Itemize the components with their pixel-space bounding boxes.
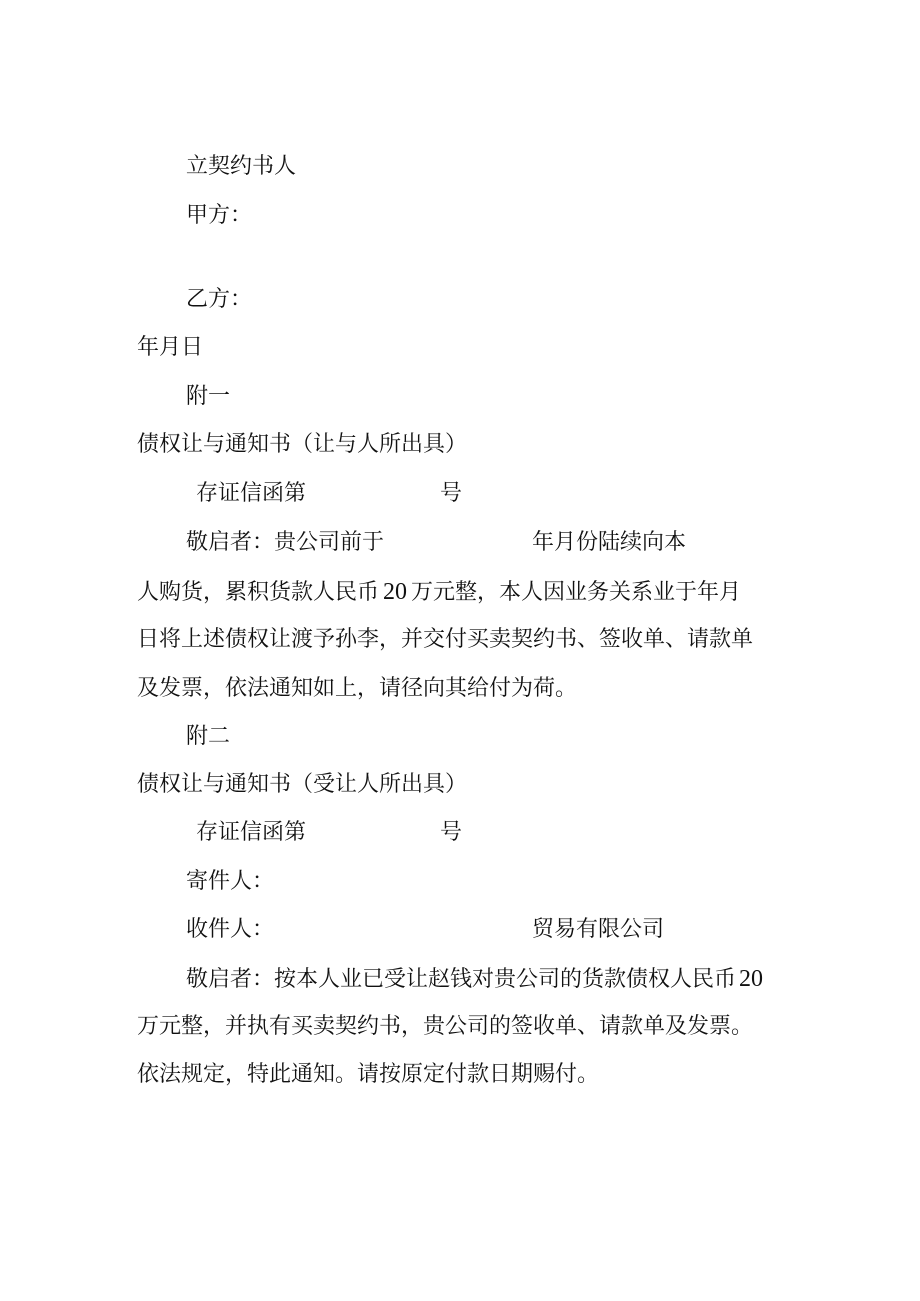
annex1-body-line1 bbox=[137, 577, 741, 608]
annex1-salutation-a: 敬启者：贵公司前于 bbox=[186, 530, 385, 555]
annex1-body-line2: 日将上述债权让渡予孙李，并交付买卖契约书、签收单、请款单 bbox=[137, 627, 754, 652]
annex1-amount: 20 bbox=[383, 579, 408, 605]
annex2-title: 债权让与通知书（受让人所出具） bbox=[137, 772, 468, 797]
annex2-ref-prefix: 存证信函第 bbox=[196, 820, 307, 845]
annex2-body-line1 bbox=[186, 964, 763, 995]
party-a-label: 甲方： bbox=[186, 203, 253, 228]
annex1-body-line1-a: 人购货，累积货款人民币 bbox=[137, 580, 380, 605]
annex2-recipient-label: 收件人： bbox=[186, 917, 275, 942]
annex1-ref-suffix: 号 bbox=[440, 481, 463, 506]
annex1-ref-prefix: 存证信函第 bbox=[196, 481, 307, 506]
annex2-ref-suffix: 号 bbox=[440, 820, 463, 845]
annex1-salutation-b: 年月份陆续向本 bbox=[532, 530, 687, 555]
annex1-body-line1-b: 万元整，本人因业务关系业于年月 bbox=[411, 580, 742, 605]
annex2-recipient-company: 贸易有限公司 bbox=[532, 917, 665, 942]
annex2-body-line3: 依法规定，特此通知。请按原定付款日期赐付。 bbox=[137, 1062, 600, 1087]
annex1-heading: 附一 bbox=[186, 384, 231, 409]
annex1-title: 债权让与通知书（让与人所出具） bbox=[137, 432, 468, 457]
date-line: 年月日 bbox=[137, 335, 204, 360]
annex1-body-line3: 及发票，依法通知如上，请径向其给付为荷。 bbox=[137, 676, 578, 701]
party-b-label: 乙方： bbox=[186, 287, 253, 312]
annex2-amount: 20 bbox=[739, 966, 764, 992]
annex2-heading: 附二 bbox=[186, 724, 231, 749]
signatories-heading: 立契约书人 bbox=[186, 154, 297, 179]
annex2-body-line1-a: 敬启者：按本人业已受让赵钱对贵公司的货款债权人民币 bbox=[186, 967, 737, 992]
annex2-body-line2: 万元整，并执有买卖契约书，贵公司的签收单、请款单及发票。 bbox=[137, 1014, 754, 1039]
annex2-sender-label: 寄件人： bbox=[186, 869, 275, 894]
